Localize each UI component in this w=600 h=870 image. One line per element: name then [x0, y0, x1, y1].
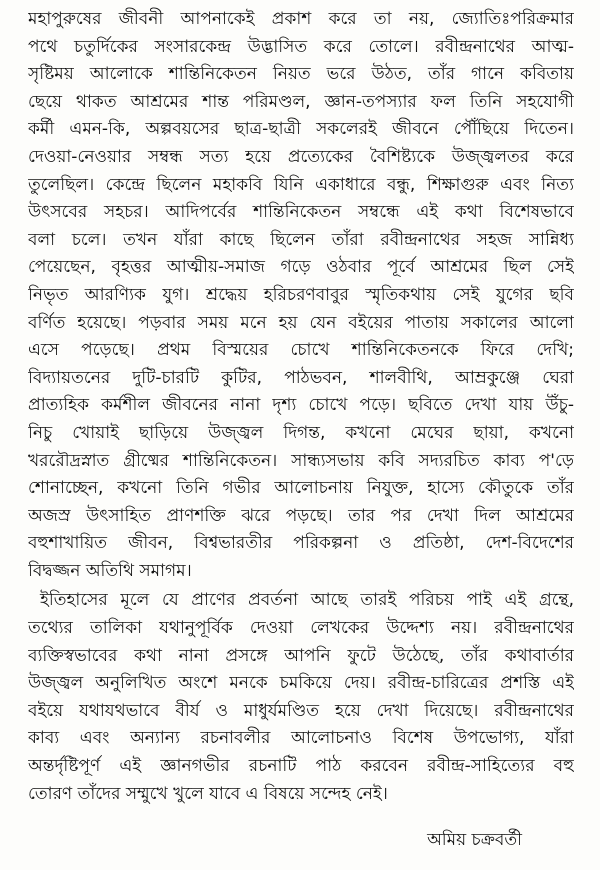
- text-line: বইয়ে যথাযথভাবে বীর্য ও মাধুর্যমণ্ডিত হয়ে দেখা দিয়েছে। রবীন্দ্রনাথের: [28, 700, 574, 721]
- text-line: তোরণ তাঁদের সম্মুখে খুলে যাবে এ বিষয়ে সন্দেহ নেই।: [28, 783, 388, 804]
- author-signature: অমিয় চক্রবর্তী: [427, 830, 522, 850]
- text-line: মহাপুরুষের জীবনী আপনাকেই প্রকাশ করে তা নয়, জ্যোতিঃপরিক্রমার: [28, 9, 574, 29]
- text-line: কাব্য এবং অন্যান্য রচনাবলীর আলোচনাও বিশেষ উপভোগ্য, যাঁরা: [28, 728, 574, 749]
- text-line: অজস্র উৎসাহিত প্রাণশক্তি ঝরে পড়ছে। তার পর দেখা দিল আশ্রমের: [28, 505, 574, 526]
- text-line: পেয়েছেন, বৃহত্তর আত্মীয়-সমাজ গড়ে ওঠবার পূর্বে আশ্রমের ছিল সেই: [28, 257, 574, 278]
- paragraph-2: [28, 587, 574, 808]
- text-line: নিভৃত আরণ্যিক যুগ। শ্রদ্ধেয় হরিচরণবাবুর স্মৃতিকথায় সেই যুগের ছবি: [28, 284, 574, 305]
- text-line: প্রাত্যহিক কর্মশীল জীবনের নানা দৃশ্য চোখে পড়ে। ছবিতে দেখা যায় উঁচু-: [28, 395, 574, 416]
- text-line: নিচু খোয়াই ছাড়িয়ে উজ্জ্বল দিগন্ত, কখনো মেঘের ছায়া, কখনো: [28, 422, 574, 443]
- text-line: শোনাচ্ছেন, কখনো তিনি গভীর আলোচনায় নিযুক্ত, হাস্যে কৌতুকে তাঁর: [28, 478, 574, 499]
- text-line: খররৌদ্রস্নাত গ্রীষ্মের শান্তিনিকেতন। সান্ধ্যসভায় কবি সদ্যরচিত কাব্য প'ড়ে: [28, 450, 574, 471]
- text-line: পথে চতুর্দিকের সংসারকেন্দ্র উদ্ভাসিত করে তোলে। রবীন্দ্রনাথের আত্ম-: [28, 36, 574, 57]
- text-line: উৎসবের সহচর। আদিপর্বের শান্তিনিকেতন সম্বন্ধে এই কথা বিশেষভাবে: [28, 202, 574, 223]
- text-line: বিদ্বজ্জন অতিথি সমাগম।: [28, 560, 192, 581]
- text-line: বিদ্যায়তনের দুটি-চারটি কুটির, পাঠভবন, শালবীথি, আম্রকুঞ্জে ঘেরা: [28, 367, 574, 388]
- text-line: ছেয়ে থাকত আশ্রমের শান্ত পরিমণ্ডল, জ্ঞান-তপস্যার ফল তিনি সহযোগী: [28, 91, 574, 112]
- text-line: ব্যক্তিস্বভাবের কথা নানা প্রসঙ্গে আপনি ফুটে উঠেছে, তাঁর কথাবার্তার: [28, 645, 574, 666]
- text-line: দেওয়া-নেওয়ার সম্বন্ধ সত্য হয়ে প্রত্যেকের বৈশিষ্ট্যকে উজ্জ্বলতর করে: [28, 146, 574, 167]
- text-line: অন্তর্দৃষ্টিপূর্ণ এই জ্ঞানগভীর রচনাটি পাঠ করবেন রবীন্দ্র-সাহিত্যের বহু: [28, 756, 574, 777]
- text-line: কর্মী এমন-কি, অল্পবয়সের ছাত্র-ছাত্রী সকলেরই জীবনে পৌঁছিয়ে দিতেন।: [28, 119, 574, 140]
- text-line: বলা চলে। তখন যাঁরা কাছে ছিলেন তাঁরা রবীন্দ্রনাথের সহজ সান্নিধ্য: [28, 229, 574, 250]
- text-line: এসে পড়েছে। প্রথম বিস্ময়ের চোখে শান্তিনিকেতনকে ফিরে দেখি;: [28, 340, 574, 361]
- text-line: বর্ণিত হয়েছে। পড়বার সময় মনে হয় যেন বইয়ের পাতায় সকালের আলো: [28, 312, 574, 333]
- text-line: বহুশাখায়িত জীবন, বিশ্বভারতীর পরিকল্পনা ও প্রতিষ্ঠা, দেশ-বিদেশের: [28, 533, 574, 554]
- text-line: সৃষ্টিময় আলোকে শান্তিনিকেতন নিয়ত ভরে উঠত, তাঁর গানে কবিতায়: [28, 64, 574, 85]
- paragraph-1: [28, 6, 574, 585]
- text-line: তথ্যের তালিকা যথানুপূর্বিক দেওয়া লেখকের উদ্দেশ্য নয়। রবীন্দ্রনাথের: [28, 618, 574, 639]
- text-line: তুলেছিল। কেন্দ্রে ছিলেন মহাকবি যিনি একাধারে বন্ধু, শিক্ষাগুরু এবং নিত্য: [28, 174, 574, 195]
- text-line: ইতিহাসের মূলে যে প্রাণের প্রবর্তনা আছে তারই পরিচয় পাই এই গ্রন্থে,: [40, 590, 574, 611]
- text-line: উজ্জ্বল অনুলিখিত অংশে মনকে চমকিয়ে দেয়। রবীন্দ্র-চারিত্রের প্রশস্তি এই: [28, 673, 574, 694]
